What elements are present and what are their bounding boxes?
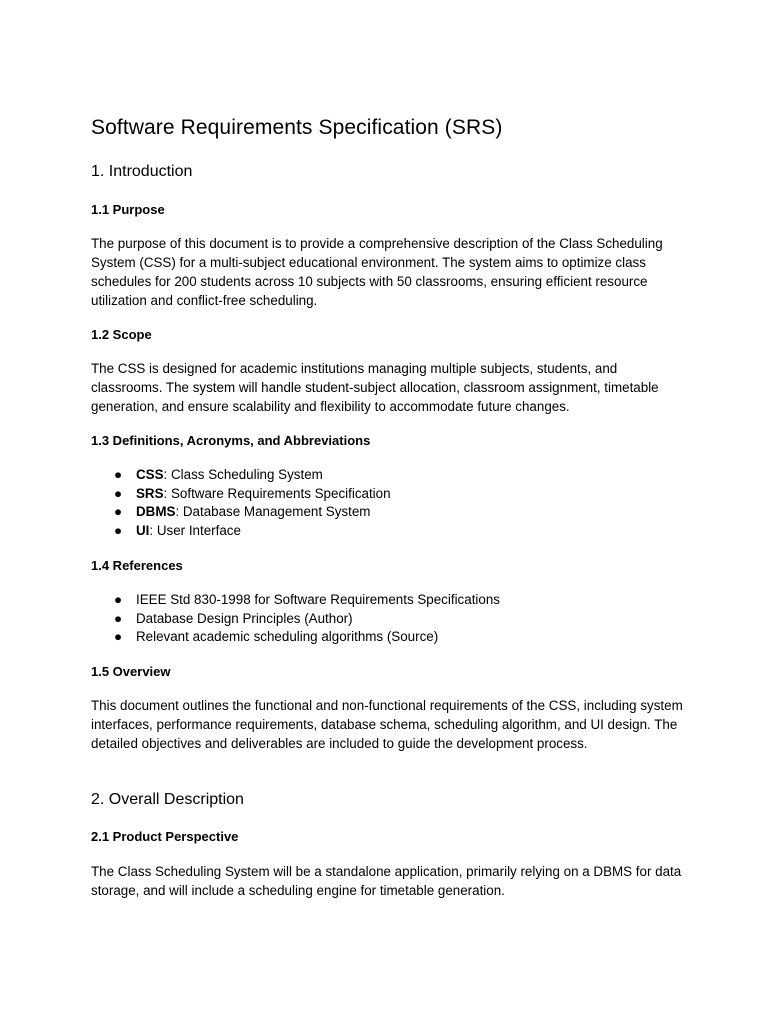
list-item bbox=[91, 503, 391, 522]
product-perspective-paragraph: The Class Scheduling System will be a standalone application, primarily relying on a DBMS for data storage, and will include a scheduling engine for timetable generation. bbox=[91, 864, 682, 898]
definition-term: CSS bbox=[136, 467, 164, 482]
subsection-heading-product-perspective: 2.1 Product Perspective bbox=[91, 829, 239, 844]
reference-text: Database Design Principles (Author) bbox=[136, 610, 353, 626]
list-item bbox=[91, 522, 391, 541]
subsection-heading-scope: 1.2 Scope bbox=[91, 327, 152, 342]
list-item bbox=[91, 591, 500, 610]
definition-text: : Class Scheduling System bbox=[163, 467, 323, 482]
subsection-heading-definitions: 1.3 Definitions, Acronyms, and Abbreviations bbox=[91, 433, 371, 448]
document-title: Software Requirements Specification (SRS) bbox=[91, 116, 503, 139]
definition-term: SRS bbox=[136, 485, 164, 501]
bullet-icon: ● bbox=[114, 485, 123, 501]
bullet-icon: ● bbox=[114, 467, 123, 482]
list-item bbox=[91, 610, 500, 629]
list-item bbox=[91, 485, 391, 504]
definition-term: DBMS bbox=[136, 504, 176, 520]
list-item bbox=[91, 628, 500, 647]
list-item bbox=[91, 466, 391, 485]
overview-paragraph: This document outlines the functional and non-functional requirements of the CSS, including system interfaces, performance requirements, database schema, scheduling algorithm, and UI design. The detailed objectives and deliverables are included to guide the development process. bbox=[91, 698, 683, 751]
subsection-heading-references: 1.4 References bbox=[91, 558, 183, 573]
bullet-icon: ● bbox=[114, 504, 123, 520]
bullet-icon: ● bbox=[114, 610, 123, 626]
bullet-icon: ● bbox=[114, 629, 123, 645]
section-heading-overall-description: 2. Overall Description bbox=[91, 791, 244, 808]
bullet-icon: ● bbox=[114, 522, 123, 538]
definition-text: : User Interface bbox=[149, 522, 241, 538]
reference-text: Relevant academic scheduling algorithms (Source) bbox=[136, 629, 439, 645]
section-heading-introduction: 1. Introduction bbox=[91, 163, 193, 180]
subsection-heading-overview: 1.5 Overview bbox=[91, 664, 171, 679]
definition-text: : Software Requirements Specification bbox=[163, 485, 391, 501]
bullet-icon: ● bbox=[114, 592, 123, 607]
scope-paragraph: The CSS is designed for academic institutions managing multiple subjects, students, and classrooms. The system will handle student-subject allocation, classroom assignment, timetable generation, and ensure scalability and flexibility to accommodate future changes. bbox=[91, 361, 659, 414]
reference-text: IEEE Std 830-1998 for Software Requirements Specifications bbox=[136, 592, 500, 607]
subsection-heading-purpose: 1.1 Purpose bbox=[91, 202, 165, 217]
definitions-list bbox=[91, 466, 391, 540]
references-list bbox=[91, 591, 500, 647]
purpose-paragraph: The purpose of this document is to provide a comprehensive description of the Class Scheduling System (CSS) for a multi-subject educational environment. The system aims to optimize class schedules for 200 students across 10 subjects with 50 classrooms, ensuring efficient resource utilization and conflict-free scheduling. bbox=[91, 236, 663, 308]
definition-term: UI bbox=[136, 522, 150, 538]
definition-text: : Database Management System bbox=[175, 504, 371, 520]
